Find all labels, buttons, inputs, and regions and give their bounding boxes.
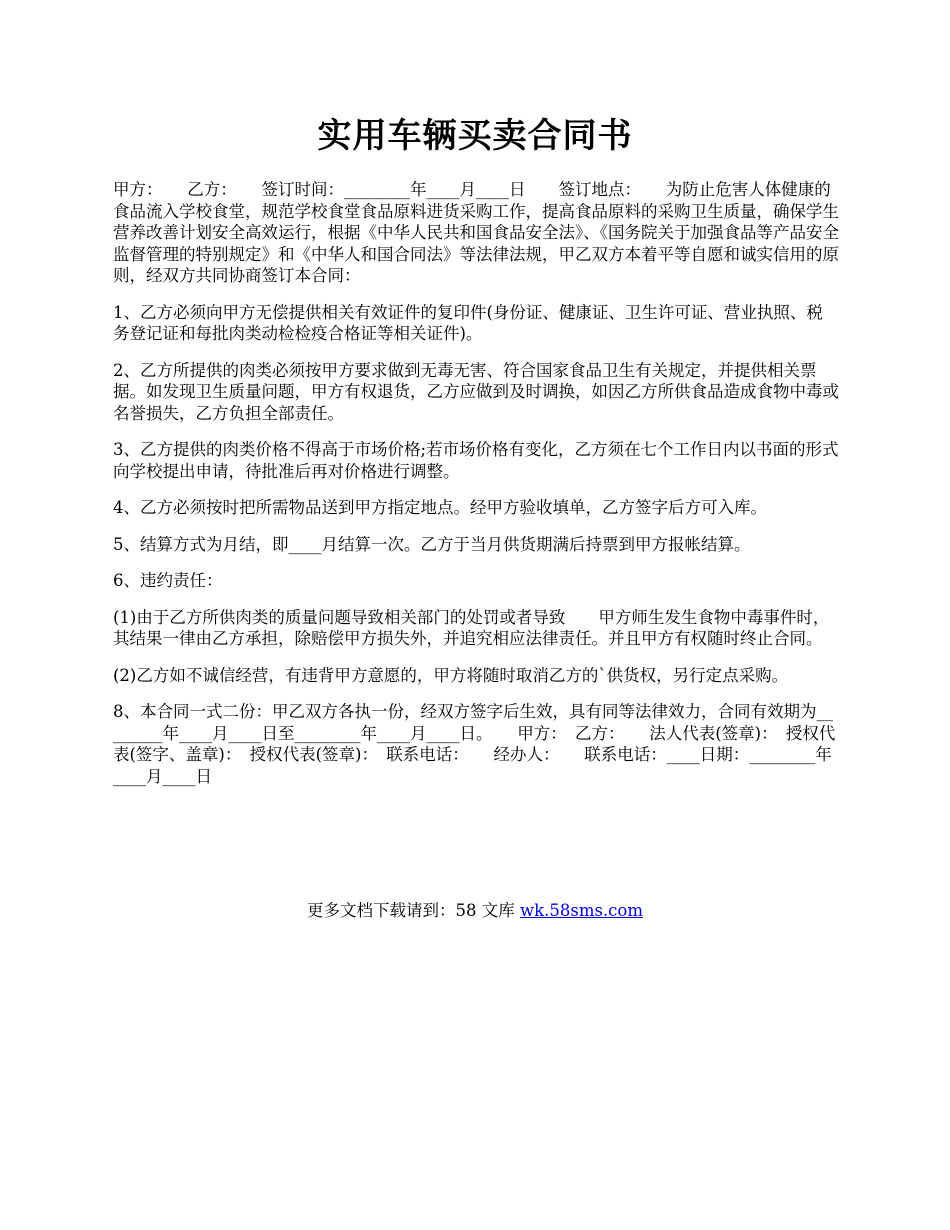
document-body <box>113 179 839 802</box>
document-footer <box>0 900 950 922</box>
footer-link[interactable]: wk.58sms.com <box>519 901 643 920</box>
document-title: 实用车辆买卖合同书 <box>317 116 633 156</box>
paragraph-clause-6-1: (1)由于乙方所供肉类的质量问题导致相关部门的处罚或者导致 甲方师生发生食物中毒事件时，其结果一律由乙方承担，除赔偿甲方损失外，并追究相应法律责任。并且甲方有权随时终止合同。 <box>113 607 830 648</box>
paragraph-clause-1: 1、乙方必须向甲方无偿提供相关有效证件的复印件(身份证、健康证、卫生许可证、营业执照、税务登记证和每批肉类动检检疫合格证等相关证件)。 <box>113 302 823 343</box>
paragraph-clause-4: 4、乙方必须按时把所需物品送到甲方指定地点。经甲方验收填单，乙方签字后方可入库。 <box>113 498 767 517</box>
footer-text: 更多文档下载请到：58 文库 <box>306 901 520 920</box>
paragraph-clause-3: 3、乙方提供的肉类价格不得高于市场价格;若市场价格有变化，乙方须在七个工作日内以书面的形式向学校提出申请，待批准后再对价格进行调整。 <box>113 440 839 481</box>
paragraph-clause-8: 8、本合同一式二份：甲乙双方各执一份，经双方签字后生效，具有同等法律效力，合同有效期为________年____月____日至________年____月____日。 甲方： 乙方： 法人代表(签章)： 授权代表(签字、盖章)： 授权代表(签章)： 联系电话： 经办人： 联系电话：____日期：________年____月____日 <box>113 702 836 786</box>
paragraph-clause-6-2: (2)乙方如不诚信经营，有违背甲方意愿的，甲方将随时取消乙方的`供货权，另行定点采购。 <box>113 665 789 685</box>
paragraph-preamble: 甲方： 乙方： 签订时间：________年____月____日 签订地点： 为防止危害人体健康的食品流入学校食堂，规范学校食堂食品原料进货采购工作，提高食品原料的采购卫生质量，确保学生营养改善计划安全高效运行，根据《中华人民共和国食品安全法》、《国务院关于加强食品等产品安全监督管理的特别规定》和《中华人和国合同法》等法律法规，甲乙双方本着平等自愿和诚实信用的原则，经双方共同协商签订本合同： <box>113 180 839 285</box>
paragraph-clause-2: 2、乙方所提供的肉类必须按甲方要求做到无毒无害、符合国家食品卫生有关规定，并提供相关票据。如发现卫生质量问题，甲方有权退货，乙方应做到及时调换，如因乙方所供食品造成食物中毒或名誉损失，乙方负担全部责任。 <box>113 360 839 423</box>
paragraph-clause-6-heading: 6、违约责任： <box>113 571 223 590</box>
paragraph-clause-5: 5、结算方式为月结，即____月结算一次。乙方于当月供货期满后持票到甲方报帐结算。 <box>113 534 751 554</box>
